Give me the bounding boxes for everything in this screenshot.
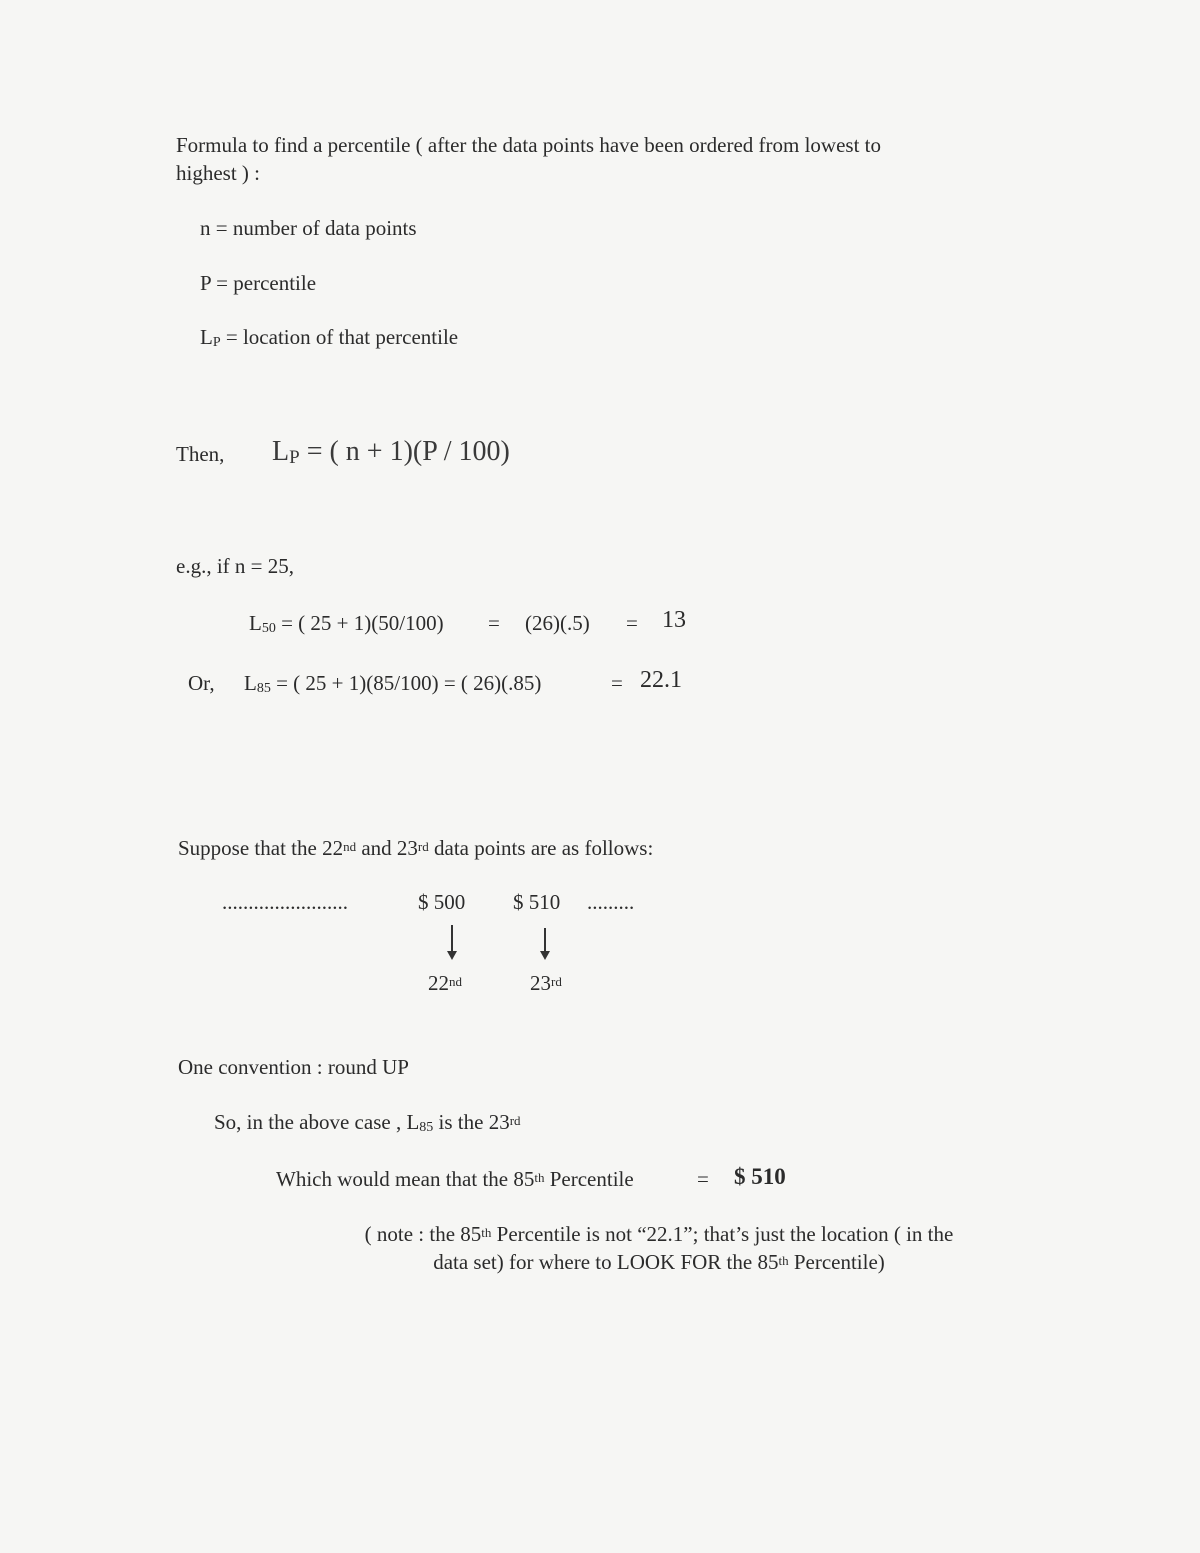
- equals-sign: =: [488, 611, 500, 635]
- l50-result: [662, 606, 686, 634]
- equals-sign: =: [626, 611, 638, 635]
- datapoint-22: [418, 888, 465, 916]
- definition-n-text: number of data points: [232, 216, 417, 240]
- l85-symbol: L: [244, 671, 257, 695]
- arrow-head-icon: [540, 951, 550, 960]
- note-line-2: [309, 1248, 1009, 1276]
- datapoint-23: [513, 888, 560, 916]
- label-23rd: [530, 969, 562, 997]
- suppose-text-c: data points are as follows:: [428, 836, 654, 860]
- l50-subscript: 50: [261, 621, 276, 636]
- datapoint-23-value: $ 510: [513, 890, 561, 914]
- so-text-b: is the 23: [433, 1110, 510, 1134]
- l50-step: [525, 609, 590, 637]
- l85-subscript: 85: [256, 681, 271, 696]
- intro-text-2: highest ) :: [176, 161, 260, 185]
- label-22-sup: nd: [449, 974, 462, 989]
- l50-result-text: 13: [662, 607, 686, 633]
- l50-expression: = ( 25 + 1)(50/100): [275, 611, 444, 635]
- l50-equals-2: [626, 609, 638, 637]
- dots-right-text: .........: [587, 890, 635, 914]
- suppose-text-b: and 23: [356, 836, 418, 860]
- l85-expression: = ( 25 + 1)(85/100) =: [270, 671, 461, 695]
- arrow-head-icon: [447, 951, 457, 960]
- label-23-text: 23: [530, 971, 551, 995]
- suppose-text-a: Suppose that the 22: [178, 836, 344, 860]
- which-sup: th: [534, 1170, 545, 1185]
- which-text-a: Which would mean that the 85: [276, 1167, 535, 1191]
- arrow-down-icon: [544, 928, 546, 953]
- dots-left-text: ........................: [222, 890, 348, 914]
- convention-text: One convention : round UP: [178, 1055, 409, 1079]
- so-sup: rd: [509, 1113, 521, 1128]
- label-22nd: [428, 969, 462, 997]
- definition-lp-text: location of that percentile: [242, 325, 459, 349]
- so-subscript: 85: [419, 1120, 434, 1135]
- equals-sign: =: [611, 671, 623, 695]
- formula-subscript: P: [289, 447, 300, 468]
- note-text-c: data set) for where to LOOK FOR the 85: [433, 1250, 779, 1274]
- l50-equals-1: [488, 609, 500, 637]
- datapoint-22-value: $ 500: [418, 890, 466, 914]
- note-sup-a: th: [481, 1225, 492, 1240]
- note-line-1: [309, 1220, 1009, 1248]
- formula-rhs: = ( n + 1)(P / 100): [299, 436, 510, 467]
- so-line: [214, 1108, 521, 1140]
- suppose-sup-b: rd: [417, 839, 429, 854]
- l50-step-text: (26)(.5): [525, 611, 590, 635]
- label-23-sup: rd: [551, 974, 562, 989]
- symbol-p: P: [200, 271, 211, 295]
- label-22-text: 22: [428, 971, 449, 995]
- equals-sign: =: [210, 216, 233, 240]
- main-formula: [272, 435, 510, 472]
- subscript-p: P: [212, 335, 221, 350]
- l85-equals: [611, 669, 623, 697]
- convention-line: [178, 1053, 409, 1081]
- intro-line-2: [176, 159, 260, 187]
- percentile-value: [734, 1163, 786, 1191]
- equals-sign: =: [210, 271, 234, 295]
- example-l85: [244, 669, 541, 701]
- note-sup-c: th: [778, 1253, 789, 1268]
- intro-text-1: Formula to find a percentile ( after the data points have been ordered from lowest to: [176, 133, 881, 157]
- formula-lead: [176, 440, 224, 468]
- note-text-b: Percentile is not “22.1”; that’s just the location ( in the: [491, 1222, 954, 1246]
- definition-p-text: percentile: [233, 271, 317, 295]
- l85-result-text: 22.1: [640, 667, 682, 693]
- l85-lead-text: Or,: [188, 671, 215, 695]
- which-line: [276, 1165, 634, 1193]
- note-text-d: Percentile): [788, 1250, 885, 1274]
- symbol-l: L: [200, 325, 213, 349]
- equals-sign: =: [697, 1167, 709, 1191]
- note-text-a: ( note : the 85: [364, 1222, 482, 1246]
- l85-result: [640, 666, 682, 694]
- so-text-a: So, in the above case , L: [214, 1110, 420, 1134]
- l85-step: ( 26)(.85): [460, 671, 542, 695]
- suppose-sup-a: nd: [343, 839, 357, 854]
- suppose-line: [178, 834, 653, 862]
- example-lead: [176, 552, 294, 580]
- formula-lead-text: Then,: [176, 442, 225, 466]
- definition-p: [200, 269, 316, 297]
- percentile-value-text: $ 510: [734, 1164, 786, 1189]
- example-l50: [249, 609, 444, 641]
- symbol-n: n: [200, 216, 211, 240]
- definition-n: [200, 214, 417, 242]
- definition-lp: [200, 323, 458, 355]
- l50-symbol: L: [249, 611, 262, 635]
- arrow-down-icon: [451, 925, 453, 953]
- formula-symbol: L: [272, 436, 290, 467]
- which-equals: [697, 1165, 709, 1193]
- example-lead-text: e.g., if n = 25,: [176, 554, 294, 578]
- which-text-b: Percentile: [544, 1167, 634, 1191]
- example-l85-lead: [188, 669, 215, 697]
- equals-sign: =: [220, 325, 243, 349]
- dots-right: [587, 888, 634, 916]
- dots-left: [222, 888, 348, 916]
- intro-line-1: [176, 131, 881, 159]
